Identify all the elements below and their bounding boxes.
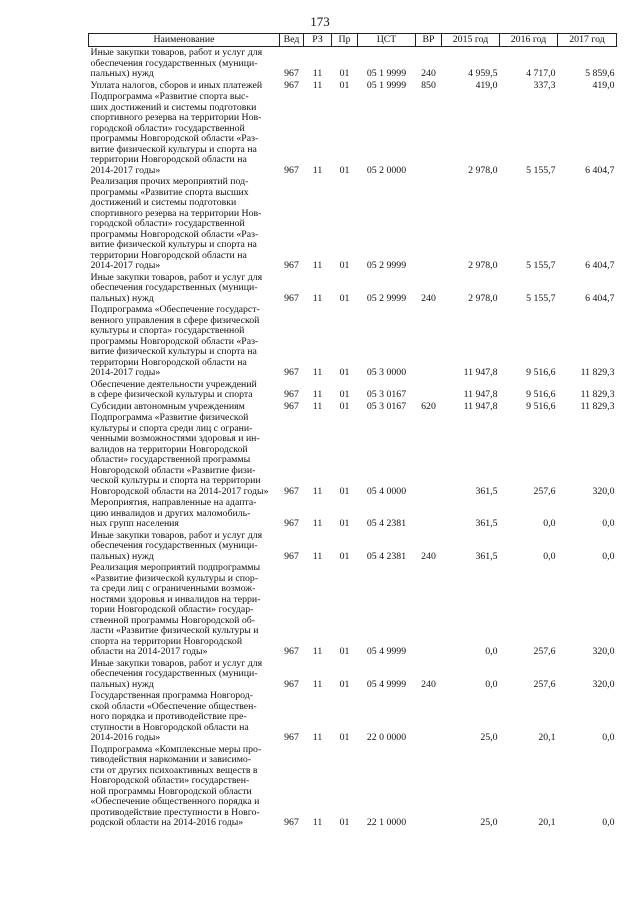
table-row — [89, 530, 617, 563]
row-2017: 11 829,3 — [580, 389, 615, 400]
row-vr — [416, 379, 442, 401]
table-row — [89, 690, 617, 744]
table-row — [89, 562, 617, 658]
row-ved: 967 — [284, 79, 299, 91]
row-cst: 05 3 0167 — [366, 389, 407, 400]
row-pr: 01 — [339, 389, 350, 400]
row-name: Обеспечение деятельности учреждений в сфере физической культуры и спорта — [90, 378, 257, 400]
row-2016: 0,0 — [543, 518, 556, 529]
row-2015: 361,5 — [475, 518, 498, 529]
header-pr: Пр — [332, 34, 358, 47]
row-rz: 11 — [312, 732, 323, 743]
row-pr: 01 — [339, 292, 350, 304]
row-2017: 6 404,7 — [585, 260, 615, 271]
table-row — [89, 497, 617, 530]
row-name: Иные закупки товаров, работ и услуг для обеспечения государственных (муници- пальных) нужд — [90, 271, 263, 304]
row-2016: 20,1 — [538, 817, 556, 828]
row-cst: 05 4 9999 — [366, 678, 407, 690]
row-ved: 967 — [284, 164, 299, 176]
row-rz: 11 — [312, 68, 323, 79]
row-pr: 01 — [339, 79, 350, 91]
row-name: Иные закупки товаров, работ и услуг для обеспечения государственных (муници- пальных) нужд — [90, 529, 263, 562]
row-rz: 11 — [312, 400, 323, 412]
header-name: Наименование — [89, 34, 280, 47]
row-2015: 2 978,0 — [468, 260, 498, 271]
row-pr: 01 — [339, 817, 350, 828]
table-row — [89, 272, 617, 305]
row-pr: 01 — [339, 68, 350, 79]
row-vr — [416, 562, 442, 658]
row-cst: 05 1 9999 — [366, 68, 407, 79]
table-row — [89, 744, 617, 829]
row-pr: 01 — [339, 164, 350, 176]
row-ved: 967 — [284, 292, 299, 304]
row-2017: 5 859,6 — [585, 68, 615, 79]
row-cst: 05 2 9999 — [366, 292, 407, 304]
row-pr: 01 — [339, 367, 350, 378]
row-2016: 0,0 — [543, 550, 556, 562]
table-row — [89, 412, 617, 497]
row-rz: 11 — [312, 79, 323, 91]
row-2016: 20,1 — [538, 732, 556, 743]
row-2015: 11 947,8 — [463, 400, 498, 412]
row-2017: 6 404,7 — [585, 292, 615, 304]
table-row — [89, 379, 617, 401]
row-name: Государственная программа Новгород- ской области «Обеспечение обществен- ного порядка и противодействие пре- ступности в Новгородской области на 2014-2016 годы» — [90, 690, 257, 743]
row-2016: 257,6 — [533, 678, 556, 690]
row-name: Реализация мероприятий подпрограммы «Развитие физической культуры и спор- та среди лиц с ограниченными возмож- ностями здоровья и инвалидов на терри- тории Новгородской области» государ- ственной программы Новгородской об- ласти «Развитие физической культуры и спорта на территории Новгородской области на 2014-2017 годы» — [90, 562, 261, 657]
row-vr — [416, 304, 442, 379]
row-name: Иные закупки товаров, работ и услуг для обеспечения государственных (муници- пальных) нужд — [90, 657, 263, 690]
table-row — [89, 658, 617, 691]
row-2017: 320,0 — [592, 646, 615, 657]
row-2015: 2 978,0 — [468, 292, 498, 304]
row-rz: 11 — [312, 292, 323, 304]
row-2017: 419,0 — [592, 79, 615, 91]
row-ved: 967 — [284, 550, 299, 562]
row-rz: 11 — [312, 550, 323, 562]
table-body — [89, 47, 617, 829]
row-2016: 4 717,0 — [526, 68, 556, 79]
row-rz: 11 — [312, 678, 323, 690]
row-rz: 11 — [312, 646, 323, 657]
row-2017: 0,0 — [602, 518, 615, 529]
row-rz: 11 — [312, 367, 323, 378]
row-vr: 850 — [421, 79, 436, 91]
row-2015: 361,5 — [475, 485, 498, 497]
row-rz: 11 — [312, 260, 323, 271]
row-2017: 11 829,3 — [580, 400, 615, 412]
row-pr: 01 — [339, 485, 350, 497]
row-2015: 0,0 — [485, 646, 498, 657]
row-rz: 11 — [312, 164, 323, 176]
row-cst: 05 4 0000 — [366, 485, 407, 497]
row-name: Подпрограмма «Комплексные меры про- тиводействия наркомании и зависимо- сти от других психоактивных веществ в Новгородской области» государствен- ной программы Новгородской области «Обеспечение общественного порядка и противодействие преступности в Новго- родской области на 2014-2016 годы» — [90, 743, 262, 828]
table-row — [89, 176, 617, 272]
row-2015: 25,0 — [480, 732, 498, 743]
row-vr: 240 — [421, 292, 436, 304]
row-ved: 967 — [284, 646, 299, 657]
row-rz: 11 — [312, 817, 323, 828]
row-cst: 22 0 0000 — [366, 732, 407, 743]
row-vr: 620 — [421, 400, 436, 412]
header-vr: ВР — [416, 34, 442, 47]
row-vr: 240 — [421, 68, 436, 79]
row-pr: 01 — [339, 678, 350, 690]
row-pr: 01 — [339, 400, 350, 412]
row-ved: 967 — [284, 817, 299, 828]
row-vr: 240 — [421, 678, 436, 690]
row-2016: 337,3 — [533, 79, 556, 91]
row-vr — [416, 91, 442, 176]
table-header — [89, 34, 617, 47]
header-cst: ЦСТ — [358, 34, 416, 47]
row-ved: 967 — [284, 678, 299, 690]
row-cst: 05 4 2381 — [366, 550, 407, 562]
row-ved: 967 — [284, 732, 299, 743]
row-2016: 257,6 — [533, 485, 556, 497]
row-vr — [416, 497, 442, 530]
row-2015: 25,0 — [480, 817, 498, 828]
table-row — [89, 401, 617, 413]
table-row — [89, 304, 617, 379]
row-cst: 05 2 9999 — [366, 260, 407, 271]
row-2017: 6 404,7 — [585, 164, 615, 176]
header-2016: 2016 год — [500, 34, 558, 47]
row-name: Мероприятия, направленные на адапта- цию инвалидов и других маломобиль- ных групп населения — [90, 497, 257, 529]
row-name: Подпрограмма «Развитие спорта выс- ших достижений и системы подготовки спортивного резерва на территории Нов- городской области» государственной программы Новгородской области «Раз- витие физической культуры и спорта на территории Новгородской области на 2014-2017 годы» — [90, 91, 262, 176]
row-pr: 01 — [339, 550, 350, 562]
row-ved: 967 — [284, 260, 299, 271]
row-cst: 05 3 0000 — [366, 367, 407, 378]
row-name: Реализация прочих мероприятий под- программы «Развитие спорта высших достижений и системы подготовки спортивного резерва на территории Нов- городской области» государственной программы Новгородской области «Раз- витие физической культуры и спорта на территории Новгородской области на 2014-2017 годы» — [90, 176, 262, 271]
row-pr: 01 — [339, 260, 350, 271]
row-ved: 967 — [284, 68, 299, 79]
row-2015: 4 959,5 — [468, 68, 498, 79]
row-name: Подпрограмма «Развитие физической культуры и спорта среди лиц с ограни- ченными возможностями здоровья и ин- валидов на территории Новгородской области» государственной программы Новгородской области «Развитие физи- ческой культуры и спорта на территории Новгородской области на 2014-2017 годы» — [90, 412, 269, 497]
row-vr — [416, 690, 442, 744]
row-2016: 9 516,6 — [526, 400, 556, 412]
row-2015: 419,0 — [475, 79, 498, 91]
row-2017: 0,0 — [602, 817, 615, 828]
row-2016: 5 155,7 — [526, 292, 556, 304]
row-2016: 5 155,7 — [526, 260, 556, 271]
row-ved: 967 — [284, 485, 299, 497]
row-ved: 967 — [284, 400, 299, 412]
row-vr — [416, 176, 442, 272]
row-cst: 05 2 0000 — [366, 164, 407, 176]
table-row — [89, 80, 617, 92]
row-name: Иные закупки товаров, работ и услуг для обеспечения государственных (муници- пальных) нужд — [90, 47, 263, 79]
header-2017: 2017 год — [558, 34, 617, 47]
row-2016: 5 155,7 — [526, 164, 556, 176]
table-row — [89, 47, 617, 80]
row-2015: 0,0 — [485, 678, 498, 690]
row-2015: 361,5 — [475, 550, 498, 562]
row-pr: 01 — [339, 732, 350, 743]
row-rz: 11 — [312, 518, 323, 529]
row-2015: 11 947,8 — [463, 389, 498, 400]
row-vr — [416, 744, 442, 829]
row-2017: 320,0 — [592, 485, 615, 497]
row-cst: 05 4 9999 — [366, 646, 407, 657]
budget-table — [88, 33, 617, 829]
row-cst: 05 4 2381 — [366, 518, 407, 529]
row-2015: 11 947,8 — [463, 367, 498, 378]
row-cst: 22 1 0000 — [366, 817, 407, 828]
row-vr — [416, 412, 442, 497]
page-number: 173 — [310, 14, 330, 29]
row-ved: 967 — [284, 389, 299, 400]
row-pr: 01 — [339, 646, 350, 657]
header-ved: Вед — [280, 34, 304, 47]
row-2016: 9 516,6 — [526, 389, 556, 400]
row-ved: 967 — [284, 518, 299, 529]
row-2017: 0,0 — [602, 732, 615, 743]
row-rz: 11 — [312, 485, 323, 497]
table-row — [89, 91, 617, 176]
row-2017: 320,0 — [592, 678, 615, 690]
row-name: Уплата налогов, сборов и иных платежей — [90, 79, 263, 91]
header-2015: 2015 год — [442, 34, 500, 47]
row-2015: 2 978,0 — [468, 164, 498, 176]
row-name: Подпрограмма «Обеспечение государст- венного управления в сфере физической культуры и спорта» государственной программы Новгородской области «Раз- витие физической культуры и спорта на территории Новгородской области на 2014-2017 годы» — [90, 304, 260, 378]
row-name: Субсидии автономным учреждениям — [90, 400, 245, 412]
row-rz: 11 — [312, 389, 323, 400]
row-2016: 257,6 — [533, 646, 556, 657]
row-ved: 967 — [284, 367, 299, 378]
row-2016: 9 516,6 — [526, 367, 556, 378]
row-cst: 05 3 0167 — [366, 400, 407, 412]
row-2017: 11 829,3 — [580, 367, 615, 378]
row-vr: 240 — [421, 550, 436, 562]
row-cst: 05 1 9999 — [366, 79, 407, 91]
row-pr: 01 — [339, 518, 350, 529]
header-rz: РЗ — [304, 34, 332, 47]
row-2017: 0,0 — [602, 550, 615, 562]
